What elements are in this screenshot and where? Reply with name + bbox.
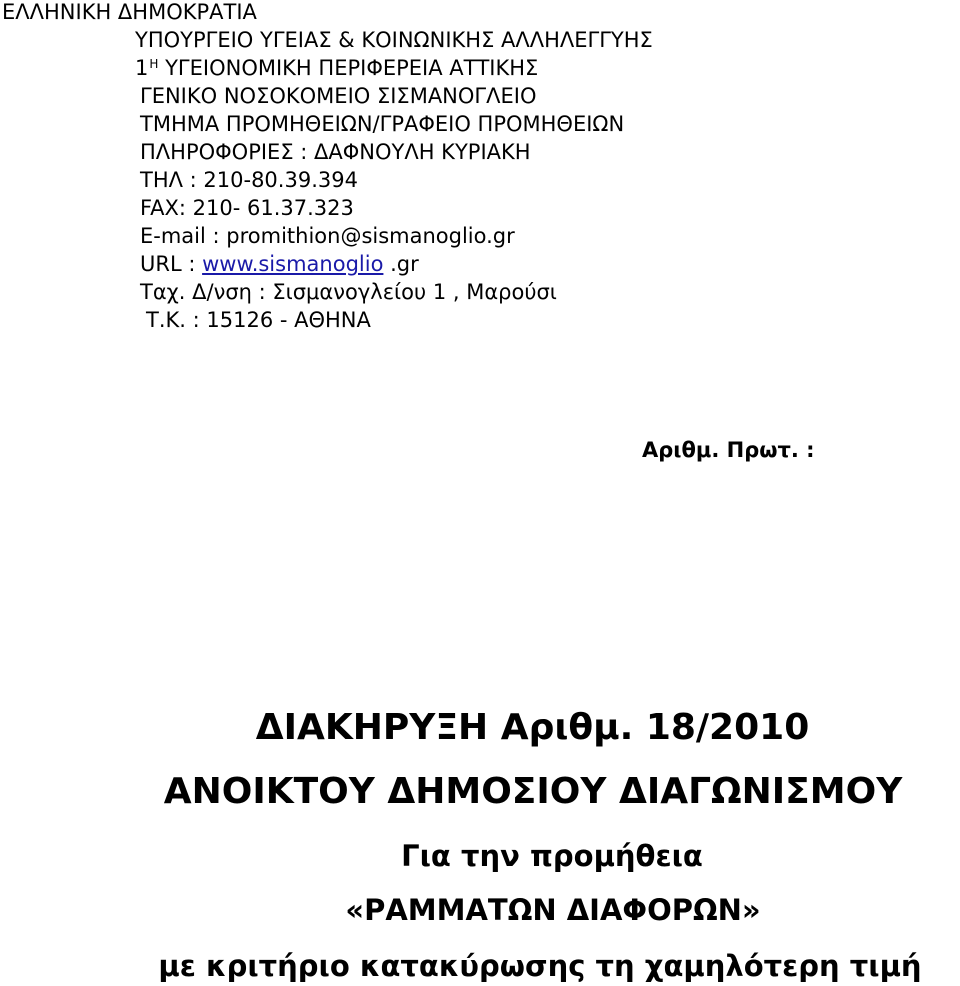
url-line [140, 254, 419, 275]
supply-subtitle: Για την προμήθεια [401, 839, 703, 873]
url-label: URL : [140, 252, 203, 276]
tender-title: ΑΝΟΙΚΤΟΥ ΔΗΜΟΣΙΟΥ ΔΙΑΓΩΝΙΣΜΟΥ [163, 771, 903, 812]
fax-number: FAX: 210- 61.37.323 [140, 196, 354, 220]
region-name: ΥΓΕΙΟΝΟΜΙΚΗ ΠΕΡΙΦΕΡΕΙΑ ΑΤΤΙΚΗΣ [165, 56, 539, 80]
republic-heading: ΕΛΛΗΝΙΚΗ ΔΗΜΟΚΡΑΤΙΑ [2, 0, 257, 24]
region-number: 1 [135, 56, 149, 80]
website-link[interactable]: www.sismanoglio [202, 252, 384, 276]
ministry-heading: ΥΠΟΥΡΓΕΙΟ ΥΓΕΙΑΣ & ΚΟΙΝΩΝΙΚΗΣ ΑΛΛΗΛΕΓΓΥΗΣ [135, 28, 653, 52]
region-superscript: Η [149, 57, 159, 71]
contact-info: ΠΛΗΡΟΦΟΡΙΕΣ : ΔΑΦΝΟΥΛΗ ΚΥΡΙΑΚΗ [140, 140, 531, 164]
email-address: E-mail : promithion@sismanoglio.gr [140, 224, 515, 248]
department-name: ΤΜΗΜΑ ΠΡΟΜΗΘΕΙΩΝ/ΓΡΑΦΕΙΟ ΠΡΟΜΗΘΕΙΩΝ [140, 112, 625, 136]
postal-code: Τ.Κ. : 15126 - ΑΘΗΝΑ [146, 308, 371, 332]
award-criterion: με κριτήριο κατακύρωσης τη χαμηλότερη τιμή [158, 949, 922, 983]
postal-address: Ταχ. Δ/νση : Σισμανογλείου 1 , Μαρούσι [140, 280, 557, 304]
declaration-title: ΔΙΑΚΗΡΥΞΗ Αριθμ. 18/2010 [255, 707, 810, 748]
hospital-name: ΓΕΝΙΚΟ ΝΟΣΟΚΟΜΕΙΟ ΣΙΣΜΑΝΟΓΛΕΙΟ [140, 84, 537, 108]
phone-number: ΤΗΛ : 210-80.39.394 [140, 168, 358, 192]
url-suffix: .gr [383, 252, 419, 276]
health-region-line [135, 58, 538, 79]
supply-item: «ΡΑΜΜΑΤΩΝ ΔΙΑΦΟΡΩΝ» [345, 893, 761, 927]
protocol-number-label: Αριθμ. Πρωτ. : [642, 438, 815, 462]
